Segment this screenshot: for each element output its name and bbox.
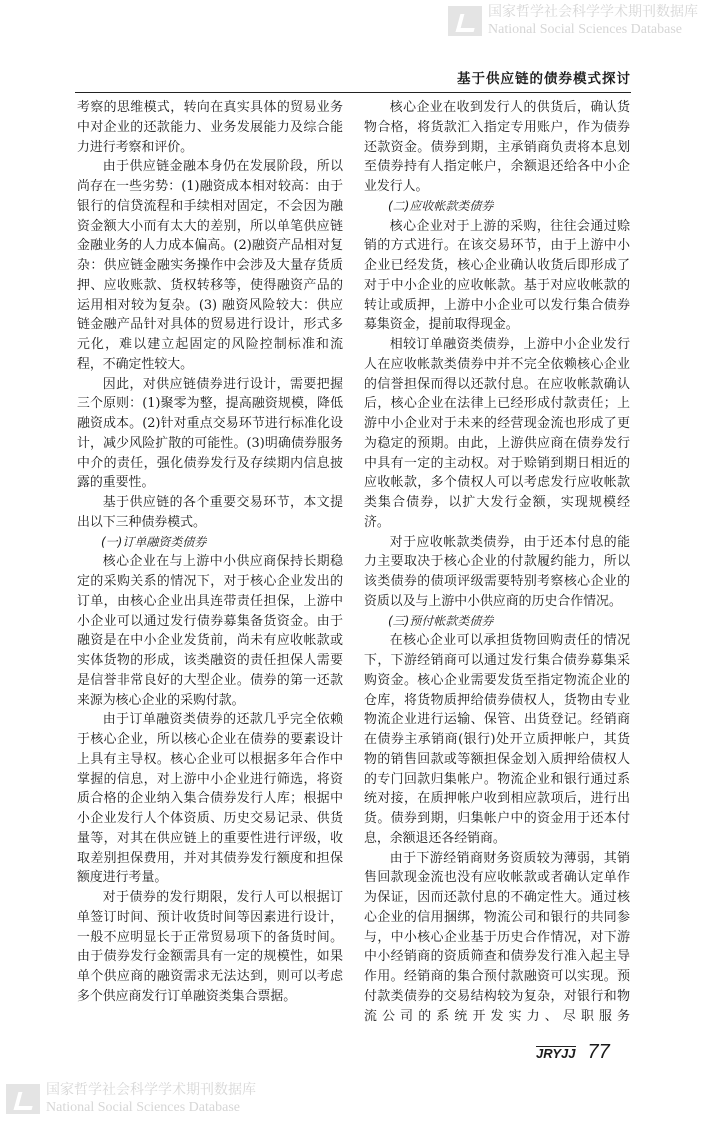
paragraph: 因此，对供应链债券进行设计，需要把握三个原则：(1)聚零为整，提高融资规模，降低融资成本。(2)针对重点交易环节进行标准化设计，减少风险扩散的可能性。(3)明确债券服务中介的责任，强化债券发行及存续期内信息披露的重要性。 <box>77 376 343 491</box>
database-watermark-top <box>448 4 698 38</box>
paragraph: 相较订单融资类债券，上游中小企业发行人在应收帐款类债券中并不完全依赖核心企业的信誉担保而得以还款付息。在应收帐款确认后，核心企业在法律上已经形成付款责任；上游中小企业对于未来的经营现金流也形成了更为稳定的预期。由此，上游供应商在债券发行中具有一定的主动权。对于赊销到期日相近的应收帐款，多个债权人可以考虑发行应收帐款类集合债券，以扩大发行金额，实现规模经济。 <box>364 337 630 530</box>
database-logo-icon <box>448 6 482 36</box>
watermark-en: National Social Sciences Database <box>488 22 682 37</box>
paragraph: 由于供应链金融本身仍在发展阶段，所以尚存在一些劣势：(1)融资成本相对较高：由于银行的信贷流程和手续相对固定，不会因为融资金额大小而有太大的差别，所以单笔供应链金融业务的人力成本偏高。(2)融资产品相对复杂：供应链金融实务操作中会涉及大量存货质押、应收账款、货权转移等，使得融资产品的运用相对较为复杂。(3) 融资风险较大：供应链金融产品针对具体的贸易进行设计，形式多元化，难以建立起固定的风险控制标准和流程，不确定性较大。 <box>77 159 343 372</box>
left-column <box>77 98 343 1007</box>
section-heading: (一)订单融资类债券 <box>101 534 207 549</box>
watermark-en: National Social Sciences Database <box>46 1100 240 1116</box>
section-heading: (二)应收帐款类债券 <box>388 198 494 213</box>
journal-abbreviation: JRYJJ <box>536 1046 576 1062</box>
paragraph: 基于供应链的各个重要交易环节，本文提出以下三种债券模式。 <box>77 495 343 530</box>
paragraph: 对于应收帐款类债券，由于还本付息的能力主要取决于核心企业的付款履约能力，所以该类债券的债项评级需要特别考察核心企业的资质以及与上游中小供应商的历史合作情况。 <box>364 534 630 609</box>
watermark-cn: 国家哲学社会科学学术期刊数据库 <box>46 1082 256 1099</box>
page-number: 77 <box>587 1041 610 1064</box>
paragraph: 核心企业在与上游中小供应商保持长期稳定的采购关系的情况下，对于核心企业发出的订单，由核心企业出具连带责任担保，上游中小企业可以通过发行债券募集备货资金。由于融资是在中小企业发货前，尚未有应收帐款或实体货物的形成，该类融资的责任担保人需要是信誉非常良好的大型企业。债券的第一还款来源为核心企业的采购付款。 <box>77 554 343 708</box>
database-logo-icon <box>6 1084 40 1114</box>
right-column <box>364 98 630 1026</box>
paragraph: 考察的思维模式，转向在真实具体的贸易业务中对企业的还款能力、业务发展能力及综合能力进行考察和评价。 <box>77 100 343 155</box>
paragraph: 由于订单融资类债券的还款几乎完全依赖于核心企业，所以核心企业在债券的要素设计上具有主导权。核心企业可以根据多年合作中掌握的信息，对上游中小企业进行筛选，将资质合格的企业纳入集合债券发行人库；根据中小企业发行人个体资质、历史交易记录、供货量等，对其在供应链上的重要性进行评级，收取差别担保费用，并对其债券发行额度和担保额度进行考量。 <box>77 712 343 886</box>
paragraph: 由于下游经销商财务资质较为薄弱，其销售回款现金流也没有应收帐款或者确认定单作为保证，因而还款付息的不确定性大。通过核心企业的信用捆绑，物流公司和银行的共同参与，中小核心企业基于历史合作情况，对下游中小经销商的资质筛查和债券发行准入起主导作用。经销商的集合预付款融资可以实现。预付款类债券的交易结构较为复杂，对银行和物流公司的系统开发实力、尽职服务 <box>364 850 630 1024</box>
watermark-cn: 国家哲学社会科学学术期刊数据库 <box>488 4 698 20</box>
columns <box>77 98 630 1026</box>
section-heading: (三)预付帐款类债券 <box>388 613 494 628</box>
paragraph: 在核心企业可以承担货物回购责任的情况下，下游经销商可以通过发行集合债券募集采购资金。核心企业需要发货至指定物流企业的仓库，将货物质押给债券债权人，货物由专业物流企业进行运输、保管、出货登记。经销商在债券主承销商(银行)处开立质押帐户，其货物的销售回款或等额担保金划入质押给债权人的专门回款归集帐户。物流企业和银行通过系统对接，在质押帐户收到相应款项后，进行出货。债券到期，归集帐户中的资金用于还本付息，余额退还各经销商。 <box>364 633 630 846</box>
paragraph: 对于债券的发行期限，发行人可以根据订单签订时间、预计收货时间等因素进行设计，一般不应明显长于正常贸易项下的备货时间。由于债券发行金额需具有一定的规模性，如果单个供应商的融资需求无法达到，则可以考虑多个供应商发行订单融资类集合票据。 <box>77 890 343 1004</box>
paragraph: 核心企业对于上游的采购，往往会通过赊销的方式进行。在该交易环节，由于上游中小企业已经发货，核心企业确认收货后即形成了对于中小企业的应收帐款。基于对应收帐款的转让或质押，上游中小企业可以发行集合债券募集资金，提前取得现金。 <box>364 218 630 333</box>
page-header <box>75 66 631 93</box>
page-footer <box>536 1040 705 1066</box>
running-title: 基于供应链的债券模式探讨 <box>457 71 631 87</box>
database-watermark-bottom <box>6 1082 705 1116</box>
paragraph: 核心企业在收到发行人的供货后，确认货物合格，将货款汇入指定专用账户，作为债券还款资金。债券到期，主承销商负责将本息划至债券持有人指定帐户，余额退还给各中小企业发行人。 <box>364 100 630 194</box>
